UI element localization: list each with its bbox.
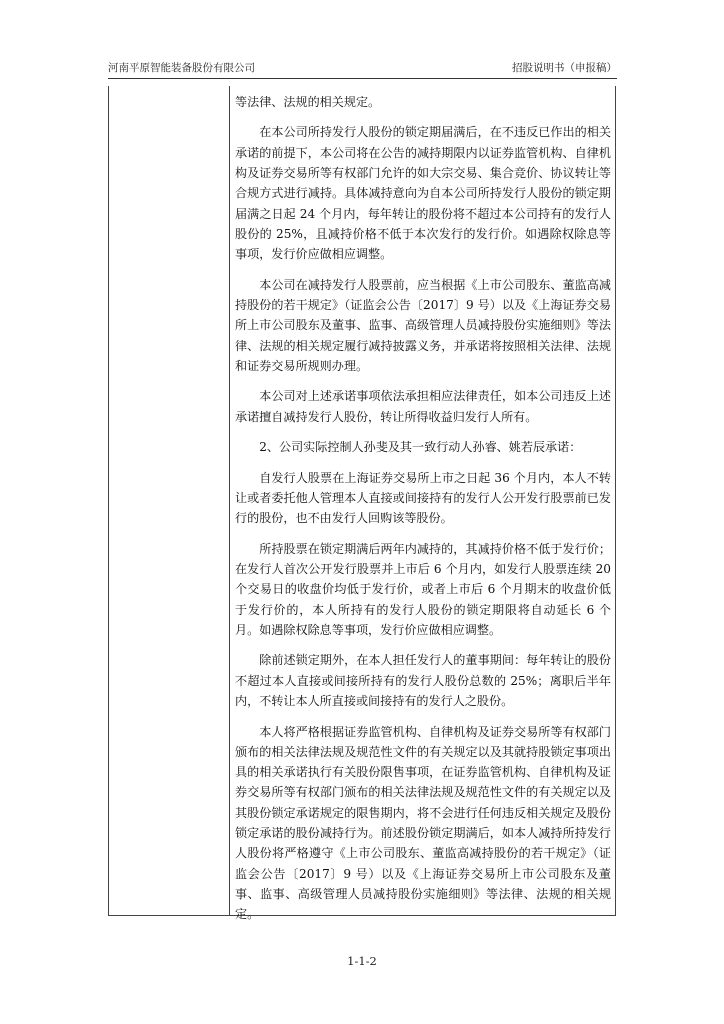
table-column-divider <box>229 86 230 915</box>
header-document-title: 招股说明书（申报稿） <box>512 62 617 74</box>
commitment-table <box>108 86 616 922</box>
paragraph: 等法律、法规的相关规定。 <box>235 95 381 109</box>
section-heading: 2、公司实际控制人孙斐及其一致行动人孙睿、姚若辰承诺： <box>259 440 582 455</box>
paragraph: 本人将严格根据证券监管机构、自律机构及证券交易所等有权部门颁布的相关法律法规及规范性文件的有关规定以及其就持股锁定事项出具的相关承诺执行有关股份限售事项，在证券监管机构、自律机构及证券交易所等有权部门颁布的相关法律法规及规范性文件的有关规定以及其股份锁定承诺规定的限售期内，将不会进行任何违反相关规定及股份锁定承诺的股份减持行为。前述股份锁定期满后，如本人减持所持发行人股份将严格遵守《上市公司股东、董监高减持股份的若干规定》（证监会公告〔2017〕9 号）以及《上海证券交易所上市公司股东及董事、监事、高级管理人员减持股份实施细则》等法律、法规的相关规定。 <box>235 724 611 922</box>
paragraph: 本公司对上述承诺事项依法承担相应法律责任，如本公司违反上述承诺擅自减持发行人股份，转让所得收益归发行人所有。 <box>235 389 611 424</box>
page-number: 1-1-2 <box>347 954 377 968</box>
paragraph: 本公司在减持发行人股票前，应当根据《上市公司股东、董监高减持股份的若干规定》（证监会公告〔2017〕9 号）以及《上海证券交易所上市公司股东及董事、监事、高级管理人员减持股份实施细则》等法律、法规的相关规定履行减持披露义务，并承诺将按照相关法律、法规和证券交易所规则办理。 <box>235 277 611 373</box>
paragraph: 除前述锁定期外，在本人担任发行人的董事期间：每年转让的股份不超过本人直接或间接所持有的发行人股份总数的 25%；离职后半年内，不转让本人所直接或间接持有的发行人之股份。 <box>235 653 611 709</box>
page-header <box>108 58 617 76</box>
header-company-name: 河南平原智能装备股份有限公司 <box>108 62 255 74</box>
header-rule <box>108 78 617 79</box>
paragraph: 自发行人股票在上海证券交易所上市之日起 36 个月内，本人不转让或者委托他人管理本人直接或间接持有的发行人公开发行股票前已发行的股份，也不由发行人回购该等股份。 <box>235 470 611 526</box>
paragraph: 在本公司所持发行人股份的锁定期届满后，在不违反已作出的相关承诺的前提下，本公司将在公告的减持期限内以证券监管机构、自律机构及证券交易所等有权部门允许的如大宗交易、集合竞价、协议转让等合规方式进行减持。具体减持意向为自本公司所持发行人股份的锁定期届满之日起 24 个月内，每年转让的股份将不超过本公司持有的发行人股份的 25%，且减持价格不低于本次发行的发行价。如遇除权除息等事项，发行价应做相应调整。 <box>235 125 611 262</box>
commitment-content-cell <box>235 92 611 935</box>
paragraph: 所持股票在锁定期满后两年内减持的，其减持价格不低于发行价；在发行人首次公开发行股票并上市后 6 个月内，如发行人股票连续 20 个交易日的收盘价均低于发行价，或者上市后 6 个月期末的收盘价低于发行价的，本人所持有的发行人股份的锁定期限将自动延长 6 个月。如遇除权除息等事项，发行价应做相应调整。 <box>235 541 611 637</box>
